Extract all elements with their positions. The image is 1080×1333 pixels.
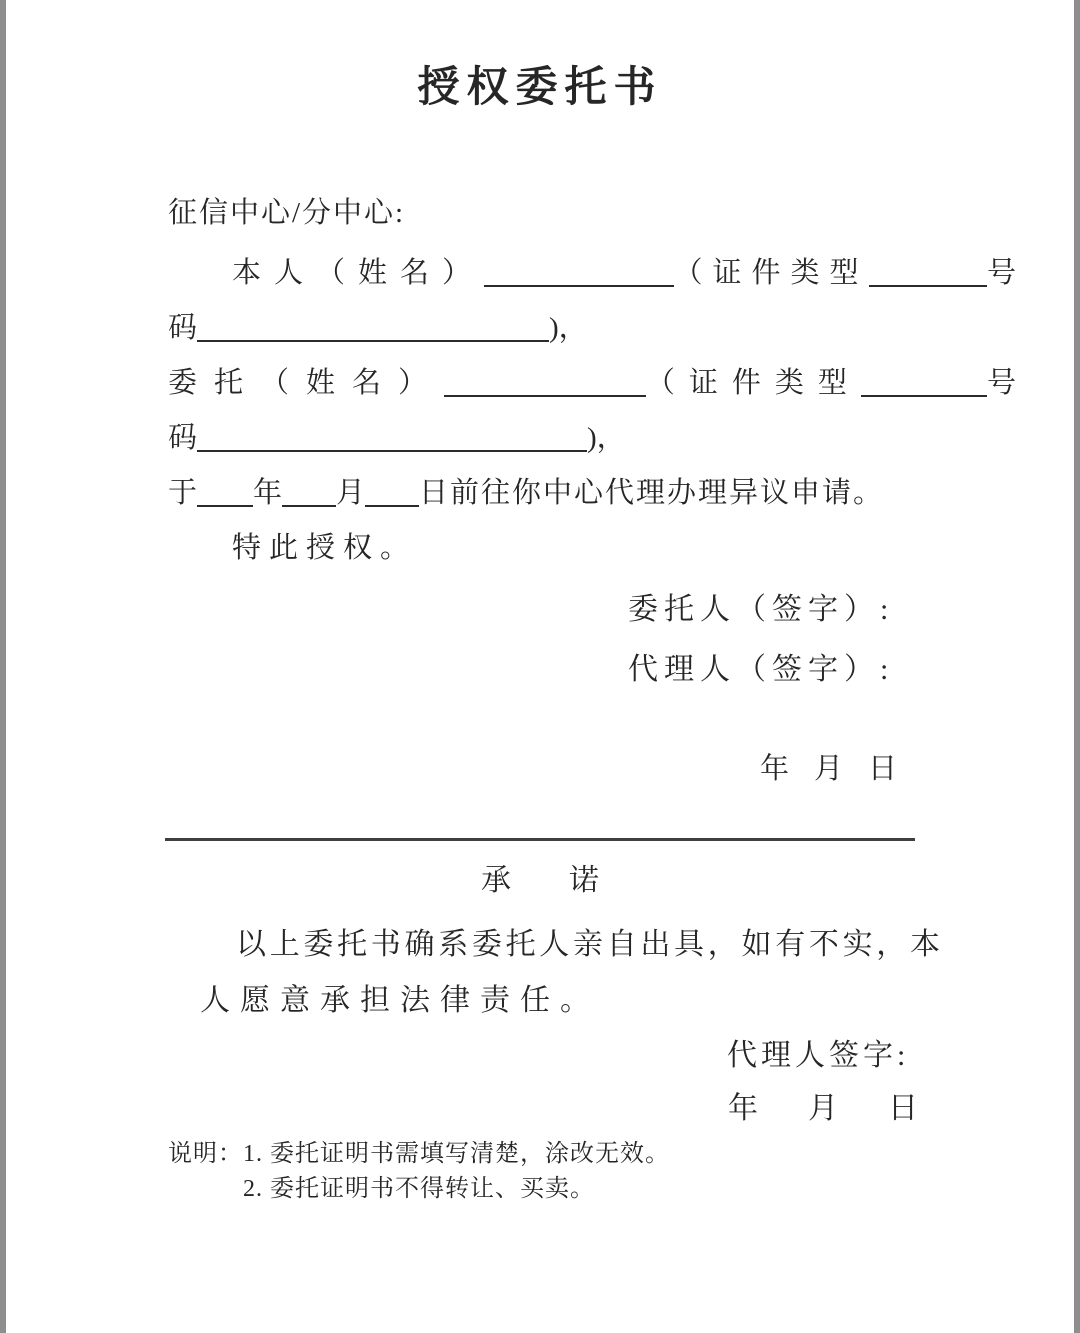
promise-date xyxy=(200,1083,940,1135)
agent-signature-label: 代理人（签字）: xyxy=(628,653,895,686)
promise-heading-char2: 诺 xyxy=(569,864,599,897)
form-section xyxy=(168,246,1016,576)
agent-name-blank xyxy=(444,395,646,397)
principal-name-line xyxy=(168,246,1016,301)
promise-body-line-2: 人愿意承担法律责任。 xyxy=(200,984,600,1017)
principal-idnumber-prefix: 号 xyxy=(986,257,1016,289)
authorization-statement-line xyxy=(168,521,1016,576)
agent-idnumber-line xyxy=(168,411,1016,466)
visit-date-prefix: 于 xyxy=(168,477,198,509)
promise-date-year: 年 xyxy=(728,1092,758,1125)
visit-year-blank xyxy=(197,505,253,507)
agent-idtype-blank xyxy=(861,395,987,397)
visit-month-blank xyxy=(282,505,336,507)
visit-purpose-text: 日前往你中心代理办理异议申请。 xyxy=(419,477,885,509)
principal-idtype-blank xyxy=(869,285,987,287)
principal-idtype-label: （证件类型 xyxy=(673,257,869,289)
visit-day-blank xyxy=(365,505,419,507)
signature-date-day: 日 xyxy=(868,753,898,785)
notes-label: 说明： xyxy=(168,1141,243,1167)
note-item: 2. 委托证明书不得转让、买卖。 xyxy=(243,1176,595,1202)
promise-heading xyxy=(0,859,1080,903)
principal-line-close: )， xyxy=(549,312,588,344)
agent-idnumber-blank xyxy=(197,450,587,452)
principal-signature-label: 委托人（签字）: xyxy=(628,593,895,626)
notes-section xyxy=(168,1137,1080,1207)
signature-section xyxy=(168,580,1016,700)
agent-idnumber-label: 码 xyxy=(168,422,198,454)
promise-date-day: 日 xyxy=(888,1092,918,1125)
visit-year-label: 年 xyxy=(253,477,283,509)
signature-date-month: 月 xyxy=(814,753,844,785)
principal-idnumber-blank xyxy=(197,340,549,342)
promise-date-month: 月 xyxy=(808,1092,838,1125)
agent-name-label: 委托（姓名） xyxy=(168,367,445,399)
agent-idnumber-prefix: 号 xyxy=(986,367,1016,399)
page-edge-right xyxy=(1074,0,1080,1333)
page-title: 授权委托书 xyxy=(417,65,663,111)
note-item: 1. 委托证明书需填写清楚，涂改无效。 xyxy=(243,1141,670,1167)
visit-month-label: 月 xyxy=(336,477,366,509)
agent-idtype-label: （证件类型 xyxy=(645,367,861,399)
page-edge-left xyxy=(0,0,6,1333)
principal-name-blank xyxy=(484,285,674,287)
promise-agent-sign-label: 代理人签字: xyxy=(727,1039,910,1072)
signature-date-year: 年 xyxy=(760,753,790,785)
principal-name-label: 本人（姓名） xyxy=(232,257,485,289)
promise-section xyxy=(200,917,940,1135)
principal-idnumber-line xyxy=(168,301,1016,356)
document-body xyxy=(168,192,1016,790)
promise-body-line-1: 以上委托书确系委托人亲自出具，如有不实，本 xyxy=(236,928,940,961)
promise-heading-char1: 承 xyxy=(481,864,511,897)
signature-date xyxy=(168,748,1016,790)
agent-line-close: )， xyxy=(587,422,626,454)
agent-name-line xyxy=(168,356,1016,411)
principal-idnumber-label: 码 xyxy=(168,312,198,344)
section-divider xyxy=(165,838,915,841)
salutation: 征信中心/分中心: xyxy=(168,197,406,229)
authorization-statement: 特此授权。 xyxy=(232,532,418,564)
visit-date-line xyxy=(168,466,1016,521)
notes-items xyxy=(243,1137,670,1207)
